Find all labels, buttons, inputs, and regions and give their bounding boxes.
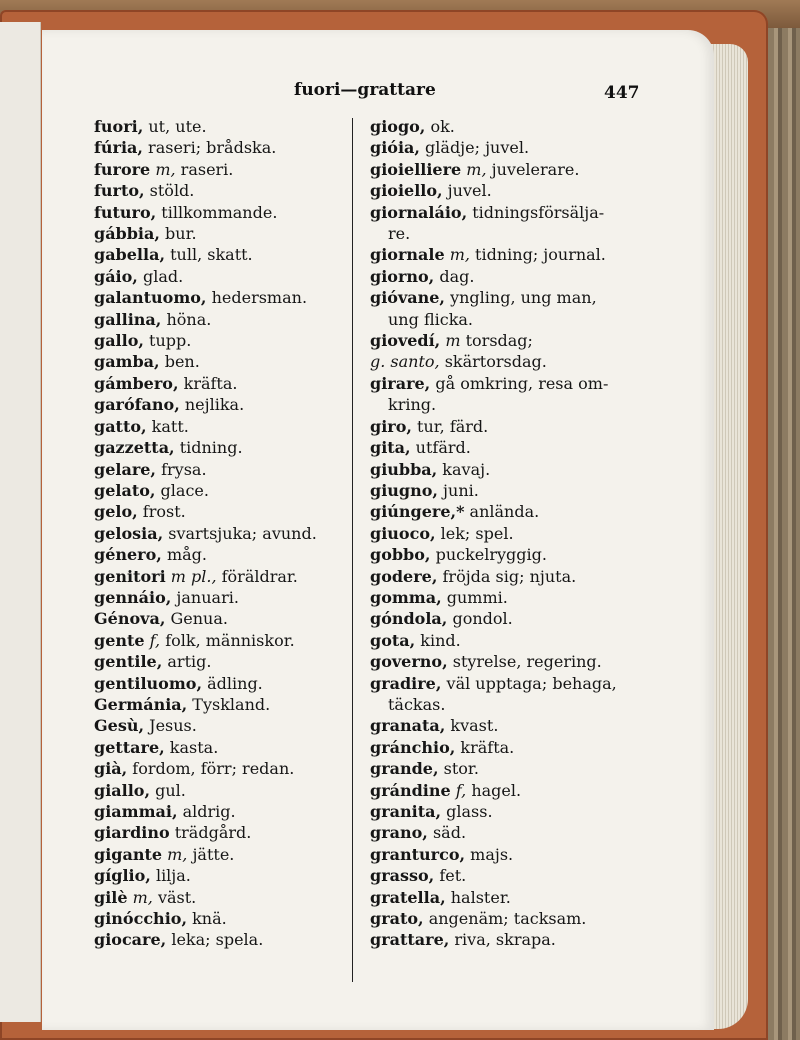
dictionary-entry <box>370 929 640 950</box>
definition: lek; spel. <box>435 523 514 543</box>
headword: grande, <box>370 759 439 779</box>
definition: tidning; journal. <box>469 245 606 265</box>
dictionary-entry <box>94 137 364 158</box>
dictionary-entry <box>94 780 364 801</box>
definition: knä. <box>187 909 227 929</box>
definition: gummi. <box>441 587 508 607</box>
dictionary-entry <box>94 822 364 843</box>
headword: gioielliere <box>370 159 462 179</box>
headword: grato, <box>370 909 424 929</box>
dictionary-entry <box>370 758 640 779</box>
dictionary-entry <box>94 180 364 201</box>
dictionary-entry <box>370 844 640 865</box>
headword: galantuomo, <box>94 288 207 308</box>
definition: höna. <box>161 309 212 329</box>
headword: giornale <box>370 245 445 265</box>
dictionary-entry <box>94 416 364 437</box>
headword: giovedí, <box>370 331 441 351</box>
dictionary-entry <box>94 544 364 565</box>
dictionary-entry <box>370 159 640 180</box>
headword: giardino <box>94 823 170 843</box>
definition: styrelse, regering. <box>447 652 602 672</box>
headword: gioiello, <box>370 181 443 201</box>
dictionary-entry <box>94 437 364 458</box>
definition: gul. <box>150 780 186 800</box>
dictionary-entry <box>370 608 640 629</box>
definition: ädling. <box>202 673 263 693</box>
definition: folk, människor. <box>160 630 295 650</box>
dictionary-entry <box>370 544 640 565</box>
definition: kasta. <box>164 737 219 757</box>
definition: glass. <box>441 802 493 821</box>
dictionary-entry <box>370 480 640 501</box>
headword: gábbia, <box>94 224 160 244</box>
definition: ut, ute. <box>143 117 207 136</box>
headword: giugno, <box>370 480 438 500</box>
headword: gentile, <box>94 652 163 672</box>
facing-page-edge <box>0 22 41 1022</box>
page-header <box>42 80 714 110</box>
dictionary-entry <box>94 459 364 480</box>
definition: tur, färd. <box>411 416 489 436</box>
dictionary-entry <box>94 801 364 822</box>
grammar-note: m <box>440 331 461 351</box>
dictionary-entry <box>370 737 640 758</box>
headword: grasso, <box>370 866 435 886</box>
definition: tidningsförsälja- <box>467 202 605 222</box>
dictionary-entry <box>94 737 364 758</box>
dictionary-entry <box>94 844 364 865</box>
dictionary-entry <box>370 673 640 694</box>
definition: raseri. <box>175 159 234 179</box>
running-head: fuori—grattare <box>294 80 436 100</box>
definition: artig. <box>162 652 212 672</box>
definition: Genua. <box>165 609 228 629</box>
dictionary-entry <box>370 416 640 437</box>
headword: furore <box>94 159 151 179</box>
dictionary-entry <box>94 266 364 287</box>
definition: utfärd. <box>410 438 471 458</box>
definition: fordom, förr; redan. <box>127 759 295 779</box>
dictionary-entry <box>94 608 364 629</box>
dictionary-entry <box>370 630 640 651</box>
definition: re. <box>388 224 411 244</box>
dictionary-entry <box>370 715 640 736</box>
headword: Germánia, <box>94 694 188 714</box>
headword: futuro, <box>94 202 157 222</box>
definition: glädje; juvel. <box>419 138 530 158</box>
definition: ben. <box>159 352 200 372</box>
definition: juvel. <box>442 181 492 201</box>
definition: kind. <box>415 630 461 650</box>
definition: ung flicka. <box>388 309 474 329</box>
dictionary-entry <box>370 908 640 929</box>
dictionary-entry <box>370 523 640 544</box>
dictionary-entry <box>370 394 640 415</box>
headword: gettare, <box>94 737 165 757</box>
definition: väl upptaga; behaga, <box>441 673 617 693</box>
definition: föräldrar. <box>216 566 298 586</box>
definition: tull, skatt. <box>165 245 253 265</box>
headword: giúngere,* <box>370 502 465 522</box>
headword: girare, <box>370 373 431 393</box>
dictionary-entry <box>94 651 364 672</box>
definition: kräfta. <box>455 737 515 757</box>
definition: dag. <box>434 266 475 286</box>
headword: granita, <box>370 802 442 821</box>
definition: katt. <box>146 416 189 436</box>
definition: stöld. <box>144 181 195 201</box>
dictionary-entry <box>94 309 364 330</box>
definition: fet. <box>434 866 467 886</box>
definition: svartsjuka; avund. <box>163 523 317 543</box>
dictionary-entry <box>94 929 364 950</box>
dictionary-entry <box>94 244 364 265</box>
definition: riva, skrapa. <box>449 930 556 950</box>
headword: gáio, <box>94 266 138 286</box>
definition: torsdag; <box>460 331 533 351</box>
dictionary-entry <box>94 865 364 886</box>
definition: väst. <box>152 887 197 907</box>
dictionary-entry <box>370 330 640 351</box>
headword: furto, <box>94 181 145 201</box>
headword: gratella, <box>370 887 446 907</box>
headword: ginócchio, <box>94 909 188 929</box>
dictionary-entry <box>94 758 364 779</box>
headword: gigante <box>94 844 163 864</box>
definition: stor. <box>438 759 479 779</box>
headword: gióia, <box>370 138 420 158</box>
headword: gabella, <box>94 245 166 265</box>
definition: halster. <box>445 887 511 907</box>
dictionary-entry <box>370 694 640 715</box>
dictionary-entry <box>370 801 640 822</box>
definition: lilja. <box>150 866 191 886</box>
dictionary-entry <box>94 116 364 137</box>
definition: måg. <box>161 545 207 565</box>
dictionary-entry <box>370 887 640 908</box>
headword: giocare, <box>94 930 167 950</box>
headword: gelato, <box>94 480 156 500</box>
dictionary-entry <box>370 373 640 394</box>
definition: glace. <box>155 480 209 500</box>
definition: tillkommande. <box>156 202 278 222</box>
dictionary-entry <box>370 202 640 223</box>
definition: januari. <box>171 587 239 607</box>
definition: säd. <box>427 823 467 843</box>
dictionary-entry <box>370 266 640 287</box>
definition: gondol. <box>447 609 513 629</box>
headword: gentiluomo, <box>94 673 203 693</box>
headword: gallo, <box>94 331 144 351</box>
grammar-note: m, <box>150 159 176 179</box>
dictionary-entry <box>94 501 364 522</box>
headword: gente <box>94 630 145 650</box>
dictionary-entry <box>94 394 364 415</box>
definition: juni. <box>437 480 479 500</box>
dictionary-entry <box>370 822 640 843</box>
definition: Jesus. <box>144 716 197 736</box>
definition: raseri; brådska. <box>142 138 277 158</box>
dictionary-entry <box>94 202 364 223</box>
headword: gamba, <box>94 352 160 372</box>
dictionary-entry <box>370 287 640 308</box>
headword: gatto, <box>94 416 147 436</box>
grammar-note: g. santo, <box>370 352 440 372</box>
definition: kräfta. <box>178 373 238 393</box>
definition: kring. <box>388 395 437 415</box>
headword: gomma, <box>370 587 442 607</box>
headword: grándine <box>370 780 451 800</box>
definition: angenäm; tacksam. <box>423 909 587 929</box>
headword: gelare, <box>94 459 156 479</box>
headword: fúria, <box>94 138 143 158</box>
dictionary-entry <box>94 566 364 587</box>
dictionary-entry <box>370 223 640 244</box>
headword: giornaláio, <box>370 202 468 222</box>
headword: grano, <box>370 823 428 843</box>
dictionary-entry <box>94 587 364 608</box>
headword: gránchio, <box>370 737 456 757</box>
dictionary-entry <box>94 159 364 180</box>
dictionary-entry <box>94 373 364 394</box>
headword: gita, <box>370 438 411 458</box>
definition: fröjda sig; njuta. <box>437 566 577 586</box>
headword: gíglio, <box>94 866 151 886</box>
definition: juvelerare. <box>486 159 580 179</box>
dictionary-entry <box>370 180 640 201</box>
headword: garófano, <box>94 395 180 415</box>
dictionary-entry <box>94 715 364 736</box>
definition: yngling, ung man, <box>444 288 597 308</box>
dictionary-entry <box>370 137 640 158</box>
definition: frysa. <box>156 459 207 479</box>
headword: gilè <box>94 887 128 907</box>
dictionary-entry <box>94 523 364 544</box>
definition: puckelryggig. <box>430 545 547 565</box>
dictionary-entry <box>370 566 640 587</box>
dictionary-entry <box>370 309 640 330</box>
grammar-note: f, <box>144 630 161 650</box>
headword: gradire, <box>370 673 442 693</box>
headword: giammai, <box>94 802 178 821</box>
dictionary-entry <box>94 351 364 372</box>
headword: Génova, <box>94 609 166 629</box>
headword: gióvane, <box>370 288 445 308</box>
definition: kavaj. <box>437 459 491 479</box>
dictionary-entry <box>94 287 364 308</box>
headword: gámbero, <box>94 373 179 393</box>
definition: gå omkring, resa om- <box>430 373 609 393</box>
dictionary-entry <box>94 673 364 694</box>
definition: anlända. <box>464 502 540 522</box>
dictionary-entry <box>370 351 640 372</box>
dictionary-entry <box>370 459 640 480</box>
definition: täckas. <box>388 694 446 714</box>
headword: godere, <box>370 566 438 586</box>
grammar-note: m, <box>461 159 487 179</box>
dictionary-entry <box>94 694 364 715</box>
dictionary-entry <box>370 244 640 265</box>
definition: trädgård. <box>169 823 252 843</box>
headword: genitori <box>94 566 166 586</box>
dictionary-entry <box>370 116 640 137</box>
grammar-note: m, <box>127 887 153 907</box>
headword: fuori, <box>94 117 144 136</box>
headword: góndola, <box>370 609 448 629</box>
column-divider <box>352 118 353 982</box>
headword: giogo, <box>370 117 426 136</box>
dictionary-entry <box>94 330 364 351</box>
headword: gelo, <box>94 502 138 522</box>
definition: hedersman. <box>206 288 308 308</box>
dictionary-page <box>42 30 714 1030</box>
headword: giuoco, <box>370 523 436 543</box>
definition: frost. <box>137 502 186 522</box>
headword: género, <box>94 545 162 565</box>
dictionary-entry <box>94 223 364 244</box>
dictionary-entry <box>94 908 364 929</box>
headword: gota, <box>370 630 416 650</box>
headword: già, <box>94 759 128 779</box>
headword: giro, <box>370 416 412 436</box>
dictionary-entry <box>370 587 640 608</box>
headword: Gesù, <box>94 716 145 736</box>
definition: leka; spela. <box>166 930 264 950</box>
headword: giubba, <box>370 459 438 479</box>
dictionary-entry <box>94 480 364 501</box>
definition: aldrig. <box>177 802 236 821</box>
dictionary-entry <box>94 887 364 908</box>
definition: Tyskland. <box>187 694 271 714</box>
headword: granata, <box>370 716 446 736</box>
definition: tupp. <box>143 331 192 351</box>
definition: hagel. <box>466 780 522 800</box>
headword: granturco, <box>370 844 466 864</box>
headword: giorno, <box>370 266 435 286</box>
page-number: 447 <box>604 83 640 103</box>
grammar-note: m, <box>444 245 470 265</box>
definition: bur. <box>159 224 197 244</box>
headword: gelosia, <box>94 523 164 543</box>
headword: gobbo, <box>370 545 431 565</box>
dictionary-entry <box>94 630 364 651</box>
dictionary-entry <box>370 780 640 801</box>
headword: gazzetta, <box>94 438 175 458</box>
headword: gallina, <box>94 309 162 329</box>
headword: gennáio, <box>94 587 172 607</box>
headword: governo, <box>370 652 448 672</box>
definition: kvast. <box>445 716 499 736</box>
headword: grattare, <box>370 930 450 950</box>
dictionary-entry <box>370 437 640 458</box>
dictionary-entry <box>370 865 640 886</box>
definition: ok. <box>425 117 455 136</box>
grammar-note: m pl., <box>165 566 217 586</box>
definition: nejlika. <box>179 395 245 415</box>
definition: glad. <box>137 266 184 286</box>
grammar-note: m, <box>162 844 188 864</box>
grammar-note: f, <box>450 780 467 800</box>
definition: majs. <box>465 844 514 864</box>
definition: skärtorsdag. <box>439 352 547 372</box>
definition: jätte. <box>187 844 235 864</box>
headword: giallo, <box>94 780 151 800</box>
dictionary-entry <box>370 651 640 672</box>
definition: tidning. <box>174 438 243 458</box>
left-column <box>94 116 364 951</box>
dictionary-entry <box>370 501 640 522</box>
right-column <box>370 116 640 951</box>
